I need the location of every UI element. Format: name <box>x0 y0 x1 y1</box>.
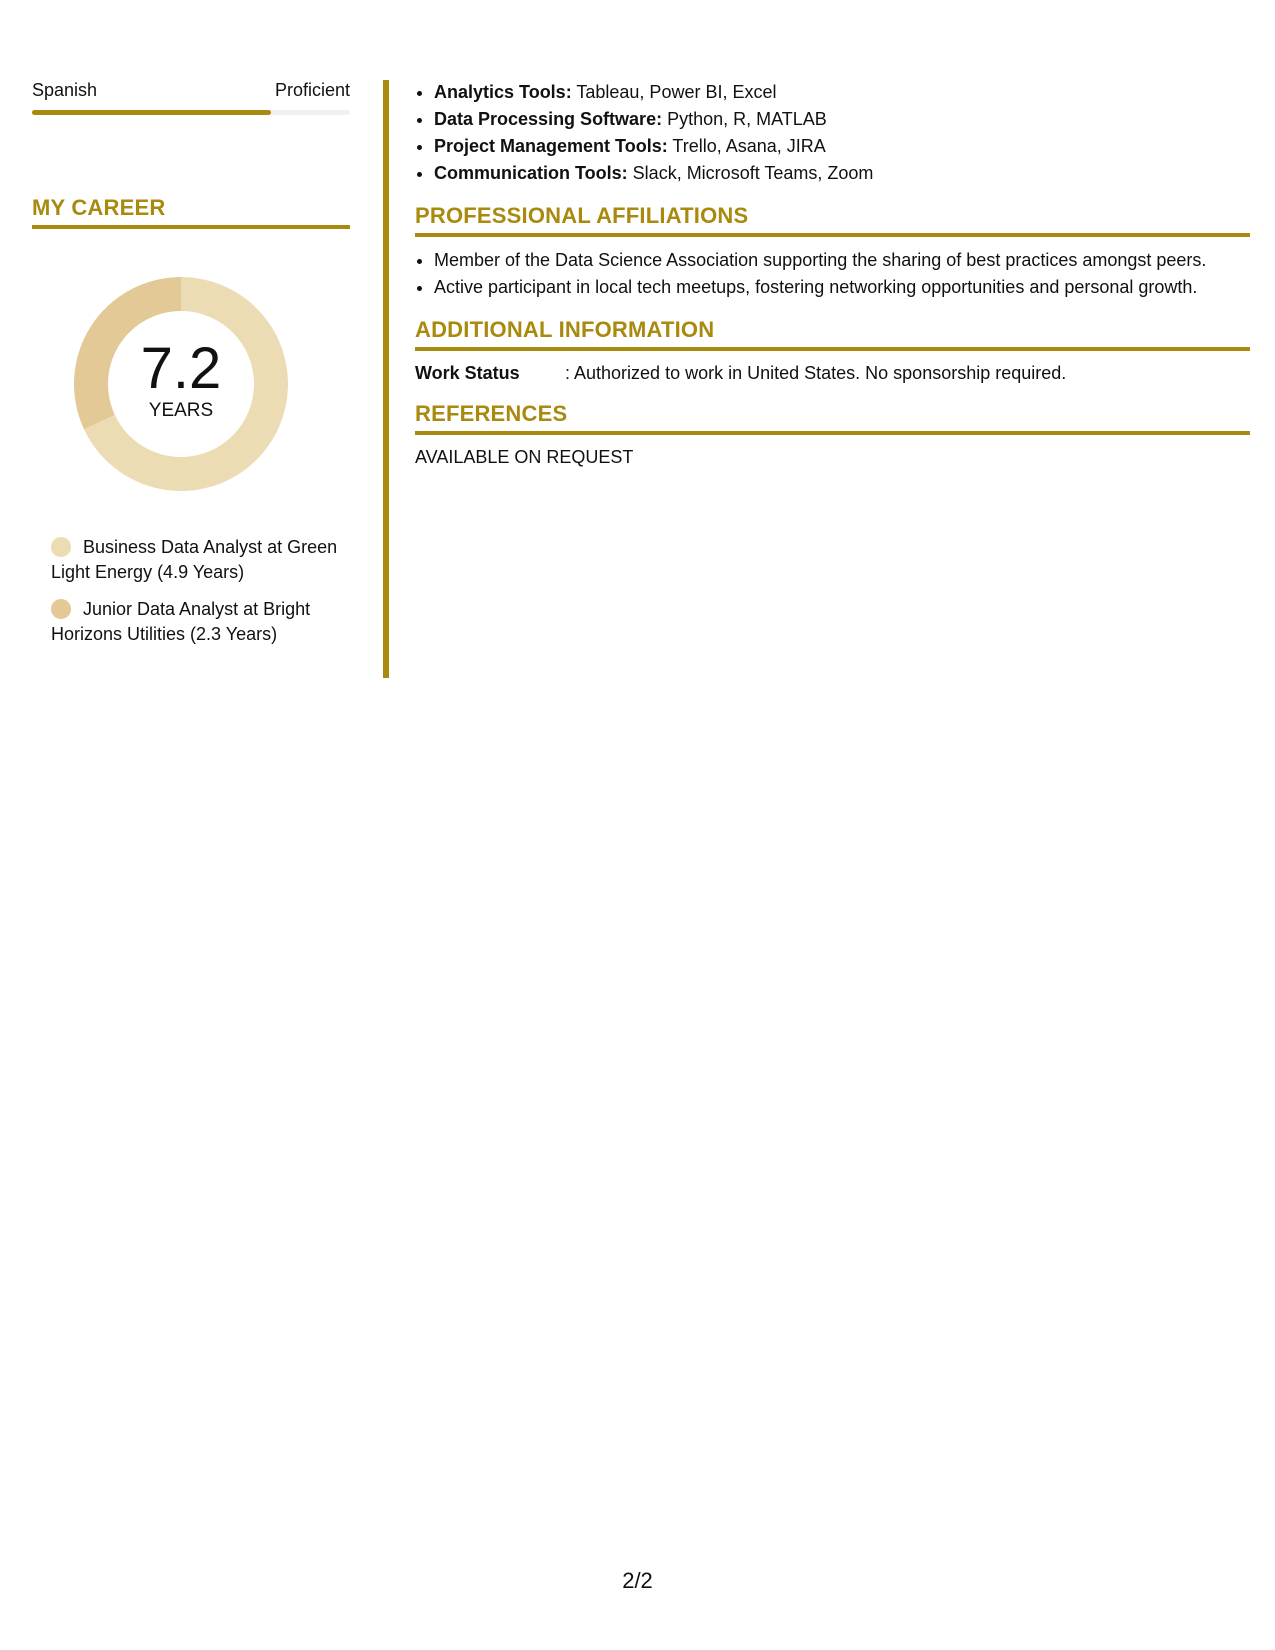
career-heading: MY CAREER <box>32 195 350 229</box>
list-item: • Active participant in local tech meetups, fostering networking opportunities and personal growth. <box>434 274 1250 301</box>
tool-category: Communication Tools: <box>434 163 628 183</box>
work-status-label: Work Status <box>415 363 520 383</box>
work-status-row <box>415 361 1250 385</box>
legend-dot-icon <box>51 599 71 619</box>
language-row <box>32 80 350 100</box>
language-level: Proficient <box>274 80 350 100</box>
list-item <box>434 133 1250 160</box>
career-donut-chart <box>66 269 296 499</box>
legend-label: Business Data Analyst at Green Light Energy (4.9 Years) <box>51 537 338 582</box>
tools-list <box>415 79 1250 187</box>
tool-values: Trello, Asana, JIRA <box>667 136 826 156</box>
affiliations-list <box>415 247 1250 301</box>
tool-values: Slack, Microsoft Teams, Zoom <box>627 163 874 183</box>
references-heading: REFERENCES <box>415 401 1250 435</box>
page-number: 2/2 <box>622 1568 653 1593</box>
legend-item <box>51 535 350 585</box>
language-name: Spanish <box>32 80 98 100</box>
career-total-years: 7.2 <box>140 336 222 401</box>
legend-label: Junior Data Analyst at Bright Horizons Utilities (2.3 Years) <box>51 599 311 644</box>
list-item: • Member of the Data Science Association supporting the sharing of best practices amongst peers. <box>434 247 1250 274</box>
list-item <box>434 160 1250 187</box>
references-text: AVAILABLE ON REQUEST <box>415 447 634 467</box>
affiliations-heading: PROFESSIONAL AFFILIATIONS <box>415 203 1250 237</box>
language-proficiency-bar <box>32 110 350 115</box>
list-item <box>434 106 1250 133</box>
tool-category: Analytics Tools: <box>434 82 572 102</box>
tool-values: Tableau, Power BI, Excel <box>571 82 777 102</box>
legend-item <box>51 597 350 647</box>
language-proficiency-fill <box>32 110 271 115</box>
tool-category: Project Management Tools: <box>434 136 668 156</box>
additional-info-heading: ADDITIONAL INFORMATION <box>415 317 1250 351</box>
tool-category: Data Processing Software: <box>434 109 663 129</box>
tool-values: Python, R, MATLAB <box>662 109 827 129</box>
donut-center <box>66 269 296 499</box>
legend-dot-icon <box>51 537 71 557</box>
right-column <box>415 79 1250 469</box>
career-total-unit: YEARS <box>148 400 214 421</box>
work-status-value: : Authorized to work in United States. No sponsorship required. <box>565 363 1067 383</box>
left-column <box>32 80 350 659</box>
list-item <box>434 79 1250 106</box>
column-divider <box>383 80 389 678</box>
career-legend <box>32 535 350 647</box>
